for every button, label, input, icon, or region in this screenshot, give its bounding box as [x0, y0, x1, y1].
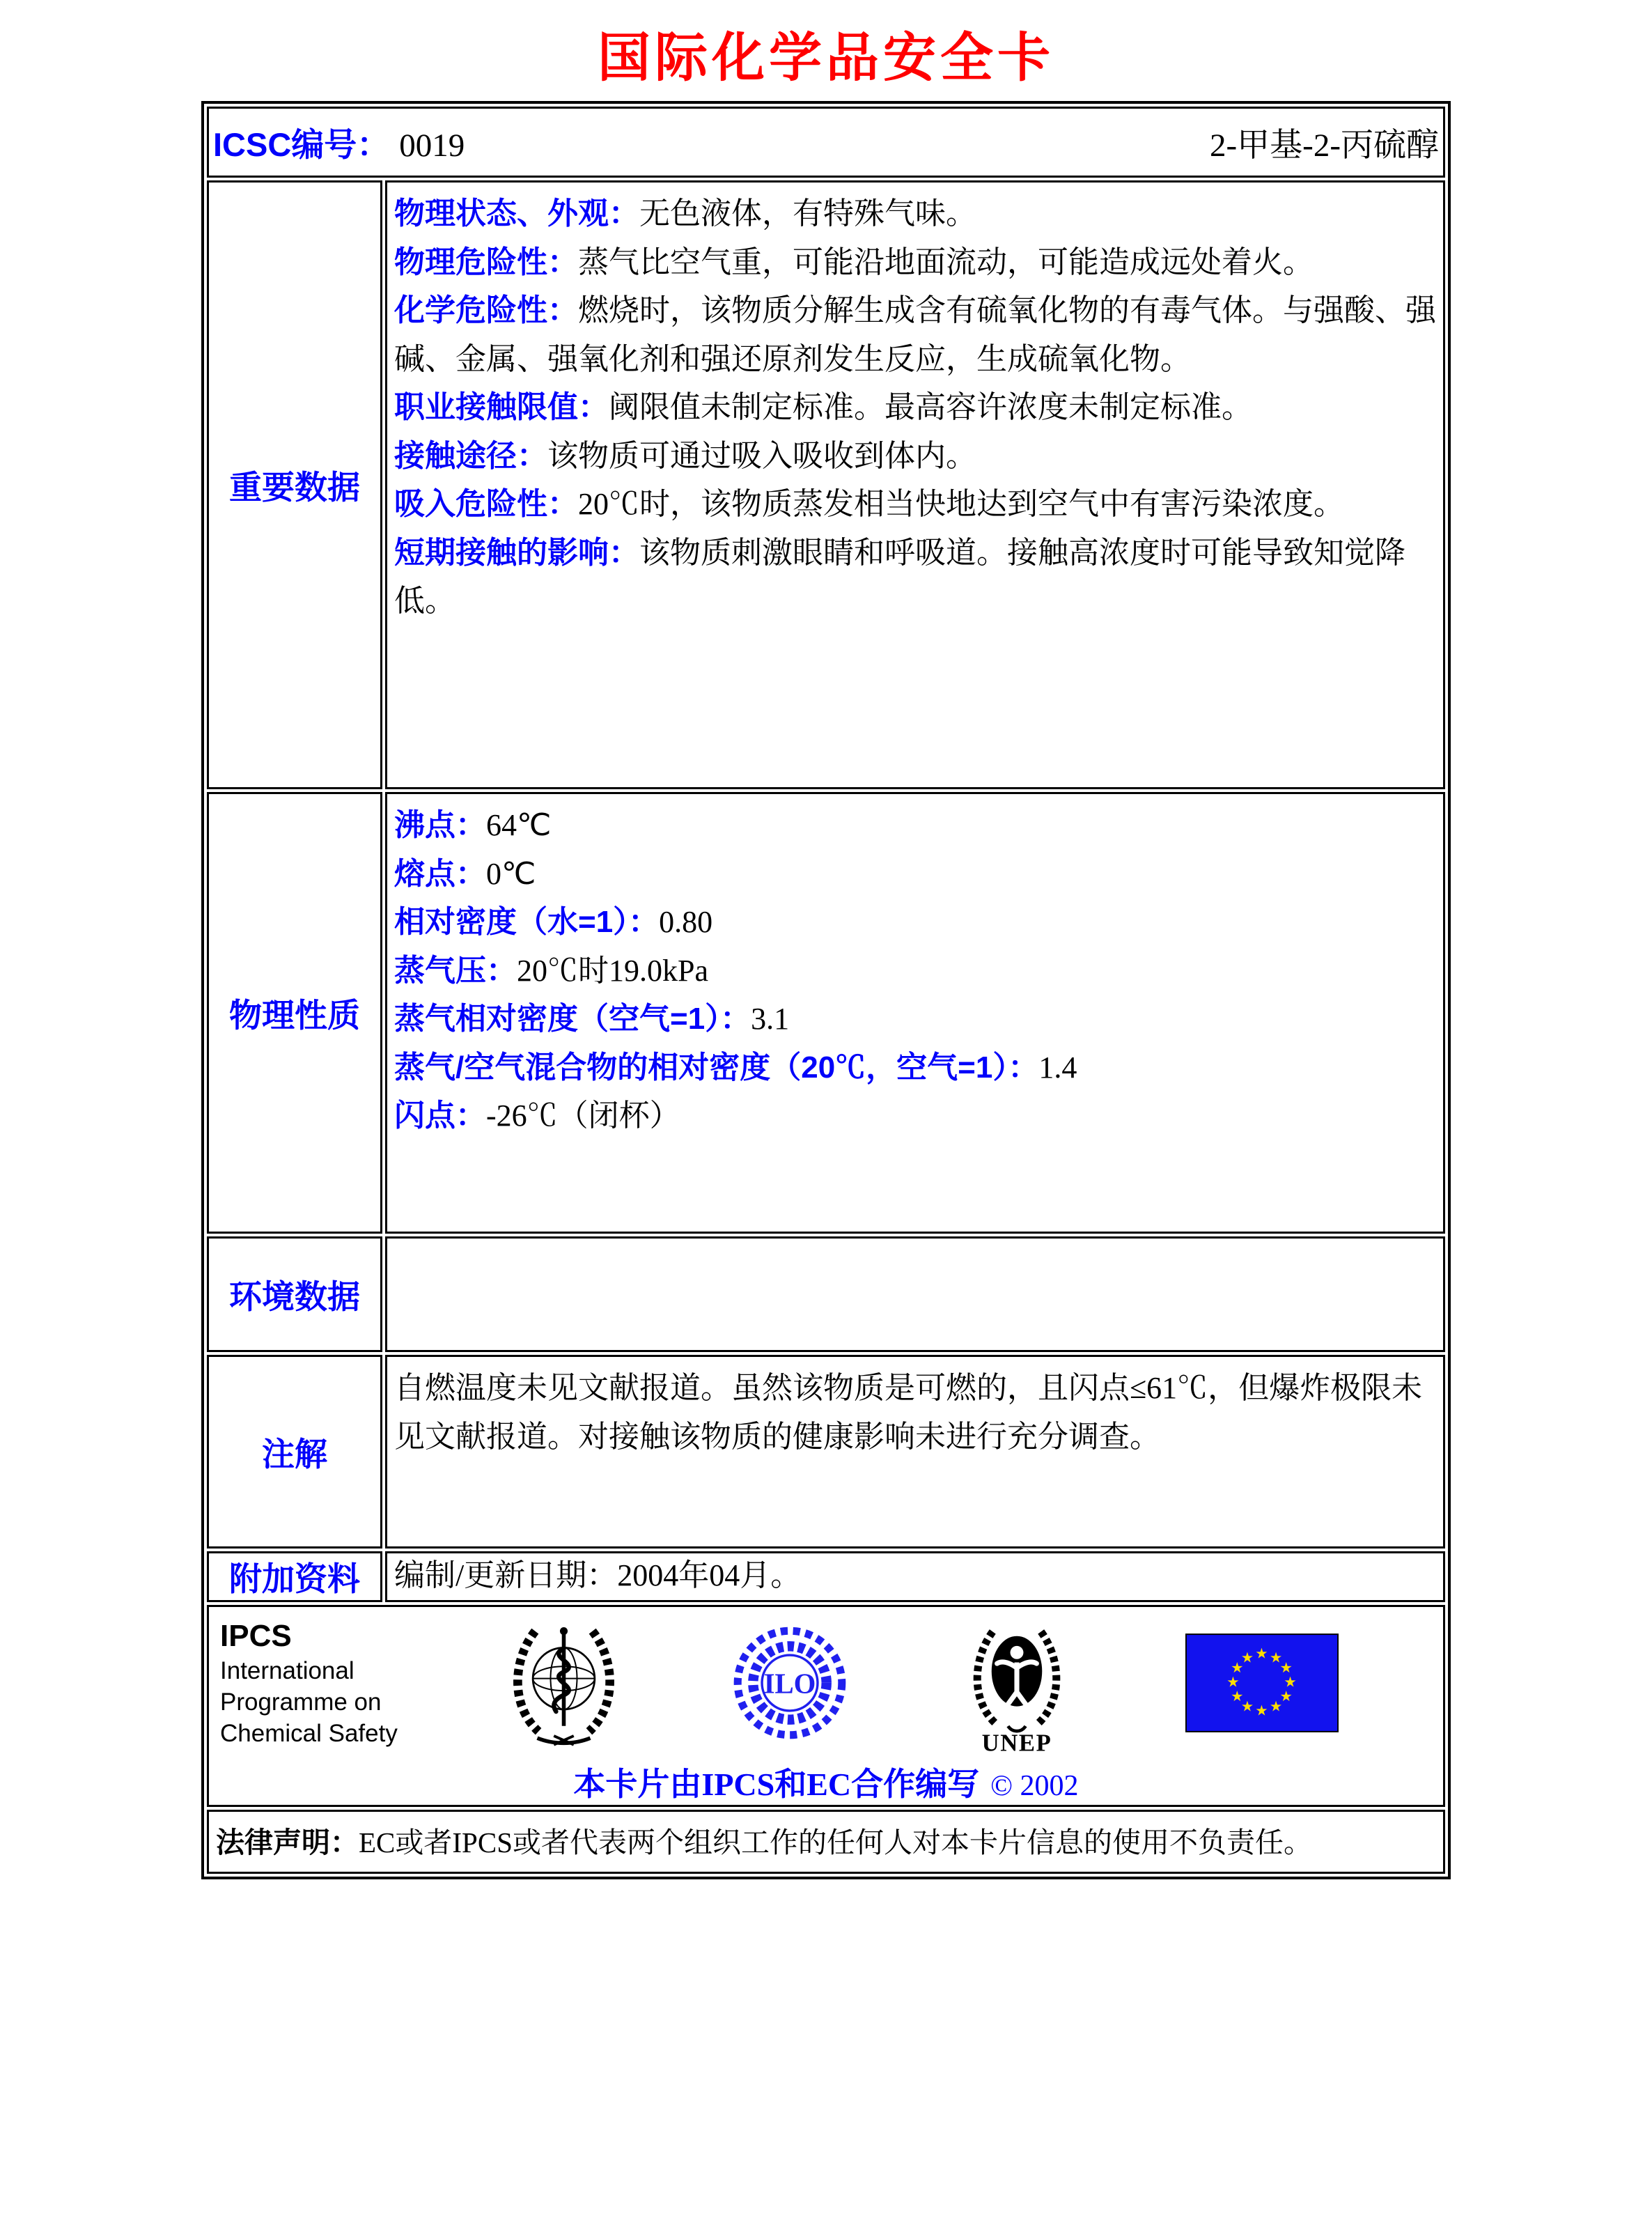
legal-text: EC或者IPCS或者代表两个组织工作的任何人对本卡片信息的使用不负责任。 — [359, 1826, 1312, 1858]
ipcs-text-block — [220, 1617, 398, 1750]
eu-star: ★ — [1279, 1660, 1293, 1676]
important-data-label-cell — [207, 180, 382, 789]
logos-row — [207, 1605, 1445, 1807]
page-title: 国际化学品安全卡 — [598, 29, 1054, 88]
icsc-number-group — [213, 119, 465, 166]
field-label: 短期接触的影响： — [394, 535, 639, 570]
field-label: 职业接触限值： — [394, 390, 609, 425]
important-data-content — [385, 180, 1445, 789]
section-label: 物理性质 — [229, 996, 360, 1034]
eu-star: ★ — [1269, 1650, 1283, 1666]
field-label: 闪点： — [394, 1099, 486, 1133]
field-row — [394, 383, 1436, 432]
field-value: 64℃ — [486, 808, 552, 842]
field-label: 沸点： — [394, 808, 486, 842]
environmental-data-content — [385, 1236, 1445, 1352]
eu-star: ★ — [1284, 1675, 1297, 1691]
eu-star: ★ — [1240, 1650, 1254, 1666]
field-label: 蒸气/空气混合物的相对密度（20℃，空气=1）： — [394, 1050, 1039, 1085]
field-value: 1.4 — [1038, 1050, 1077, 1085]
field-value: 燃烧时，该物质分解生成含有硫氧化物的有毒气体。与强酸、强碱、金属、强氧化剂和强还原剂发生反应，生成硫氧化物。 — [394, 293, 1436, 376]
field-row — [394, 995, 1436, 1043]
additional-info-row — [207, 1551, 1445, 1602]
eu-star: ★ — [1226, 1675, 1240, 1691]
field-value: 0℃ — [486, 856, 536, 891]
field-row — [394, 1092, 1436, 1140]
field-value: -26℃（闭杯） — [486, 1099, 680, 1133]
environmental-data-row — [207, 1236, 1445, 1352]
important-data-row — [207, 180, 1445, 789]
ipcs-line: Programme on — [220, 1688, 382, 1716]
eu-flag-icon — [1185, 1633, 1339, 1732]
field-label: 熔点： — [394, 856, 486, 891]
legal-row — [207, 1810, 1445, 1874]
additional-info-text: 编制/更新日期：2004年04月。 — [394, 1558, 802, 1592]
legal-cell — [207, 1810, 1445, 1874]
field-row — [394, 801, 1436, 850]
physical-properties-row — [207, 792, 1445, 1234]
field-label: 物理危险性： — [394, 244, 578, 279]
additional-info-content — [385, 1551, 1445, 1602]
eu-star: ★ — [1240, 1699, 1254, 1715]
environmental-data-label-cell — [207, 1236, 382, 1352]
field-row — [394, 189, 1436, 238]
ipcs-line: International — [220, 1656, 354, 1684]
icsc-table — [201, 101, 1451, 1879]
field-row — [394, 1043, 1436, 1092]
ilo-logo-icon — [731, 1624, 849, 1742]
field-label: 蒸气相对密度（空气=1）： — [394, 1002, 751, 1037]
field-label: 化学危险性： — [394, 293, 578, 328]
notes-text: 自燃温度未见文献报道。虽然该物质是可燃的，且闪点≤61℃，但爆炸极限未见文献报道。对接触该物质的健康影响未进行充分调查。 — [394, 1371, 1423, 1454]
unep-letters: UNEP — [982, 1728, 1052, 1755]
copyright-text: © 2002 — [990, 1770, 1079, 1802]
ipcs-title: IPCS — [220, 1618, 292, 1653]
field-label: 相对密度（水=1）： — [394, 905, 660, 940]
field-value: 0.80 — [659, 905, 713, 940]
ipcs-line: Chemical Safety — [220, 1719, 398, 1747]
field-row — [394, 238, 1436, 287]
field-row — [394, 529, 1436, 626]
field-label: 接触途径： — [394, 438, 547, 473]
field-row — [394, 432, 1436, 481]
legal-label: 法律声明： — [216, 1826, 359, 1858]
icsc-number-label: ICSC编号： — [213, 125, 390, 163]
environmental-data-text — [387, 1239, 1443, 1245]
section-label: 重要数据 — [229, 468, 360, 506]
logos-cell — [207, 1605, 1445, 1807]
field-label: 吸入危险性： — [394, 487, 578, 522]
chemical-name: 2-甲基-2-丙硫醇 — [1210, 127, 1439, 164]
field-value: 该物质可通过吸入吸收到体内。 — [547, 438, 976, 473]
eu-star: ★ — [1279, 1689, 1293, 1705]
notes-row — [207, 1355, 1445, 1548]
field-label: 蒸气压： — [394, 953, 517, 988]
section-label: 附加资料 — [229, 1560, 360, 1597]
eu-star: ★ — [1255, 1703, 1268, 1719]
section-label: 注解 — [262, 1435, 327, 1473]
eu-star: ★ — [1231, 1689, 1244, 1705]
field-row — [394, 286, 1436, 383]
icsc-number-value: 0019 — [399, 127, 465, 164]
eu-star: ★ — [1269, 1699, 1283, 1715]
field-value: 该物质刺激眼睛和呼吸道。接触高浓度时可能导致知觉降低。 — [394, 535, 1405, 619]
field-value: 20℃时19.0kPa — [517, 953, 708, 988]
header-row — [207, 107, 1445, 178]
field-row — [394, 947, 1436, 995]
field-value: 阈限值未制定标准。最高容许浓度未制定标准。 — [609, 390, 1252, 425]
section-label: 环境数据 — [229, 1278, 360, 1315]
caption-text: 本卡片由IPCS和EC合作编写 — [573, 1767, 980, 1802]
additional-info-label-cell — [207, 1551, 382, 1602]
header-cell — [207, 107, 1445, 178]
who-logo-icon — [503, 1617, 625, 1749]
notes-content — [385, 1355, 1445, 1548]
field-row — [394, 898, 1436, 947]
notes-label-cell — [207, 1355, 382, 1548]
field-value: 无色液体，有特殊气味。 — [639, 196, 976, 231]
cooperation-caption — [209, 1759, 1443, 1805]
field-value: 20℃时，该物质蒸发相当快地达到空气中有害污染浓度。 — [578, 487, 1344, 522]
eu-star: ★ — [1255, 1646, 1268, 1662]
ilo-letters: ILO — [763, 1668, 816, 1700]
physical-properties-label-cell — [207, 792, 382, 1234]
field-row — [394, 480, 1436, 529]
field-label: 物理状态、外观： — [394, 196, 639, 231]
field-value: 3.1 — [751, 1002, 790, 1037]
physical-properties-content — [385, 792, 1445, 1234]
unep-logo-icon — [954, 1612, 1080, 1755]
eu-star: ★ — [1231, 1660, 1244, 1676]
field-value: 蒸气比空气重，可能沿地面流动，可能造成远处着火。 — [578, 244, 1314, 279]
field-row — [394, 850, 1436, 899]
